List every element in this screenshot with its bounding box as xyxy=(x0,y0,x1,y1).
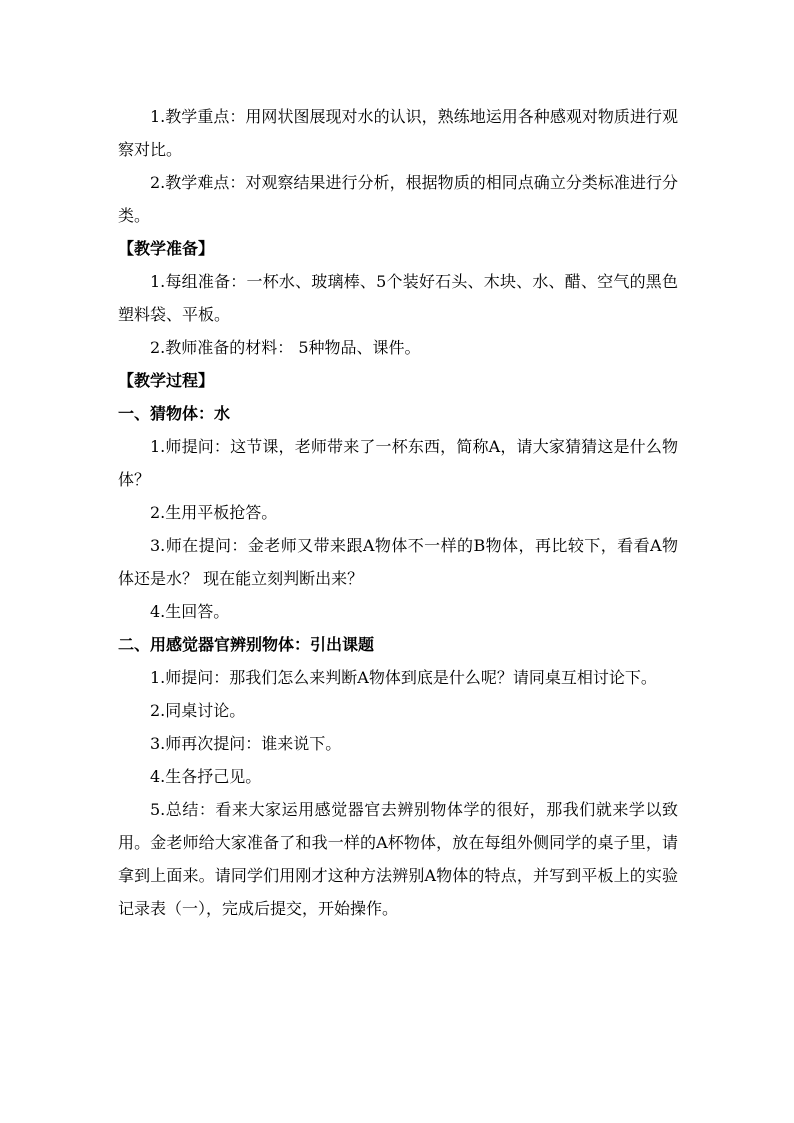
teacher-preparation-paragraph: 2.教师准备的材料： 5种物品、课件。 xyxy=(150,338,421,357)
document-body xyxy=(118,100,678,925)
section-two-step-1: 1.师提问：那我们怎么来判断A物体到底是什么呢？请同桌互相讨论下。 xyxy=(150,668,657,687)
section-one-step-3: 3.师在提问：金老师又带来跟A物体不一样的B物体，再比较下，看看A物体还是水？ 现在能立刻判断出来？ xyxy=(118,536,678,588)
section-one-step-2: 2.生用平板抢答。 xyxy=(150,503,278,522)
section-two-step-5: 5.总结：看来大家运用感觉器官去辨别物体学的很好，那我们就来学以致用。金老师给大家准备了和我一样的A杯物体，放在每组外侧同学的桌子里，请拿到上面来。请同学们用刚才这种方法辨别A物体的特点，并写到平板上的实验记录表（一），完成后提交，开始操作。 xyxy=(118,800,678,918)
key-points-paragraph: 1.教学重点：用网状图展现对水的认识，熟练地运用各种感观对物质进行观察对比。 xyxy=(118,107,678,159)
section-two-heading: 二、用感觉器官辨别物体：引出课题 xyxy=(118,635,375,654)
section-two-step-2: 2.同桌讨论。 xyxy=(150,701,246,720)
preparation-heading: 【教学准备】 xyxy=(118,239,215,258)
section-one-step-4: 4.生回答。 xyxy=(150,602,230,621)
difficult-points-paragraph: 2.教学难点：对观察结果进行分析，根据物质的相同点确立分类标准进行分类。 xyxy=(118,173,678,225)
group-preparation-paragraph: 1.每组准备：一杯水、玻璃棒、5个装好石头、木块、水、醋、空气的黑色塑料袋、平板。 xyxy=(118,272,678,324)
process-heading: 【教学过程】 xyxy=(118,371,215,390)
section-two-step-3: 3.师再次提问：谁来说下。 xyxy=(150,734,342,753)
section-one-step-1: 1.师提问：这节课，老师带来了一杯东西，简称A，请大家猜猜这是什么物体？ xyxy=(118,437,678,489)
section-one-heading: 一、猜物体：水 xyxy=(118,404,231,423)
section-two-step-4: 4.生各抒己见。 xyxy=(150,767,262,786)
